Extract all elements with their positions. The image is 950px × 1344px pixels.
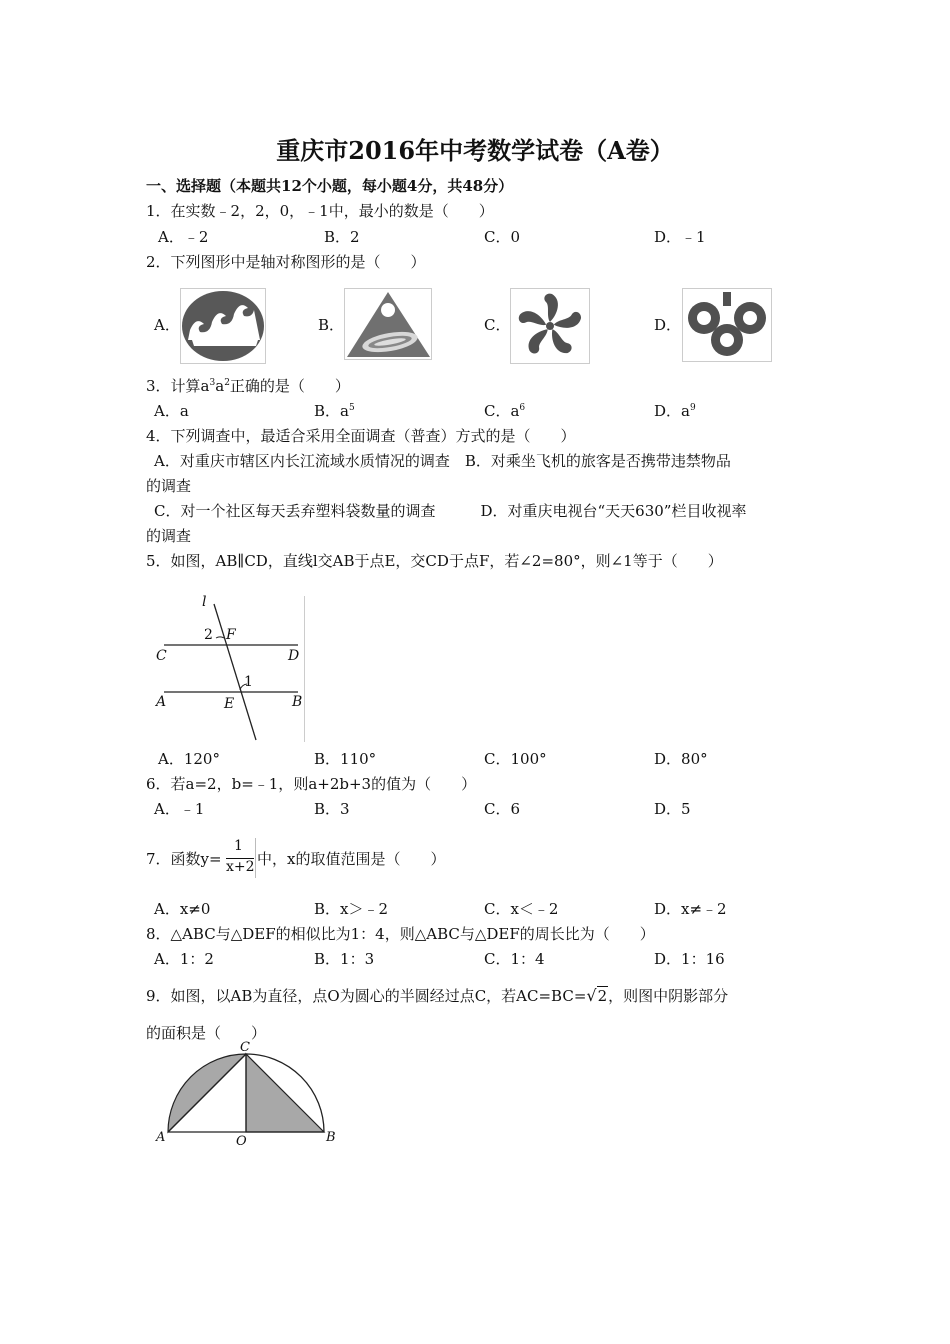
- q9-sqrt-radicand: 2: [597, 987, 608, 1005]
- q5-label-B: B: [292, 694, 303, 710]
- q9-label-O: O: [236, 1134, 247, 1149]
- q7-option-a: A．x≠0: [154, 900, 211, 918]
- q3-option-b: B．$a^5$: [314, 402, 355, 420]
- q9-label-B: B: [326, 1130, 336, 1145]
- question-9-stem: 9．如图，以AB为直径，点O为圆心的半圆经过点C，若AC=BC=√2，则图中阴影部分: [146, 986, 729, 1005]
- q5-option-a: A．120°: [158, 750, 220, 768]
- q2-option-d: D．: [654, 316, 682, 334]
- q7-fraction-edge: [255, 838, 256, 878]
- q9-label-A: A: [156, 1130, 166, 1145]
- q5-label-F: F: [226, 627, 236, 643]
- section-heading: 一、选择题（本题共12个小题，每小题4分，共48分）: [146, 177, 514, 195]
- q8-option-b: B．1：3: [314, 950, 375, 968]
- q5-label-angle-1: 1: [244, 674, 253, 690]
- question-9-stem-line-2: 的面积是（ ）: [146, 1024, 267, 1042]
- q1-option-b: B．2: [324, 228, 360, 246]
- q9-label-C: C: [240, 1040, 250, 1055]
- question-6-stem: 6．若a=2，b=﹣1，则a+2b+3的值为（ ）: [146, 775, 477, 793]
- q1-option-c: C．0: [484, 228, 521, 246]
- q5-option-b: B．110°: [314, 750, 377, 768]
- q5-label-C: C: [156, 648, 167, 664]
- q1-option-d: D．﹣1: [654, 228, 706, 246]
- q1-option-a: A．﹣2: [158, 228, 209, 246]
- page-title: 重庆市2016年中考数学试卷（A卷）: [276, 136, 674, 165]
- q5-label-l: l: [202, 594, 207, 610]
- q4-options-line-3: C．对一个社区每天丢弃塑料袋数量的调查 D．对重庆电视台“天天630”栏目收视率: [154, 502, 747, 520]
- q6-option-d: D．5: [654, 800, 691, 818]
- q5-label-angle-2: 2: [204, 627, 213, 643]
- q3-option-d: D．$a^9$: [654, 402, 696, 420]
- question-8-stem: 8．△ABC与△DEF的相似比为1：4，则△ABC与△DEF的周长比为（ ）: [146, 925, 655, 943]
- q2-figure-d-three-rings: [682, 288, 772, 362]
- q2-figure-b-triangle: [344, 288, 432, 360]
- q7-fraction: [224, 838, 256, 878]
- q2-figure-c-flower: [510, 288, 590, 364]
- q3-option-c: C．$a^6$: [484, 402, 526, 420]
- question-3-stem: 3．计算$a^3a^2$正确的是（ ）: [146, 377, 350, 395]
- q6-option-a: A．﹣1: [154, 800, 205, 818]
- q5-label-D: D: [288, 648, 300, 664]
- q5-figure-parallel-lines: [154, 596, 305, 742]
- q2-option-b: B．: [318, 316, 345, 334]
- q2-option-c: C．: [484, 316, 511, 334]
- question-5-stem: 5．如图，AB∥CD，直线l交AB于点E，交CD于点F，若∠2=80°，则∠1等于（ ）: [146, 552, 723, 570]
- q2-figure-a-wave-circle: [180, 288, 266, 364]
- q7-fraction-denominator: x+2: [226, 859, 255, 875]
- q5-option-d: D．80°: [654, 750, 708, 768]
- q8-option-a: A．1：2: [154, 950, 214, 968]
- question-2-stem: 2．下列图形中是轴对称图形的是（ ）: [146, 253, 426, 271]
- q2-option-a: A．: [154, 316, 180, 334]
- question-1-stem: 1．在实数﹣2，2，0，﹣1中，最小的数是（ ）: [146, 202, 494, 220]
- q4-options-line-4: 的调查: [146, 527, 192, 545]
- q3-option-a: A．a: [154, 402, 189, 420]
- question-7-stem-post: 中，x的取值范围是（ ）: [257, 850, 446, 868]
- q9-figure-semicircle: [154, 1042, 340, 1152]
- q4-options-line-1: A．对重庆市辖区内长江流域水质情况的调查 B．对乘坐飞机的旅客是否携带违禁物品: [154, 452, 731, 470]
- q5-label-E: E: [224, 696, 235, 712]
- q8-option-d: D．1：16: [654, 950, 725, 968]
- q7-fraction-numerator: 1: [234, 838, 243, 854]
- question-4-stem: 4．下列调查中，最适合采用全面调查（普查）方式的是（ ）: [146, 427, 576, 445]
- q5-label-A: A: [156, 694, 167, 710]
- sqrt-icon: √: [586, 986, 597, 1005]
- q7-option-b: B．x＞﹣2: [314, 900, 389, 918]
- q5-option-c: C．100°: [484, 750, 547, 768]
- q7-option-d: D．x≠﹣2: [654, 900, 727, 918]
- q6-option-c: C．6: [484, 800, 521, 818]
- q8-option-c: C．1：4: [484, 950, 545, 968]
- q6-option-b: B．3: [314, 800, 350, 818]
- q4-options-line-2: 的调查: [146, 477, 192, 495]
- q7-option-c: C．x＜﹣2: [484, 900, 559, 918]
- question-7-stem-pre: 7．函数y=: [146, 850, 222, 868]
